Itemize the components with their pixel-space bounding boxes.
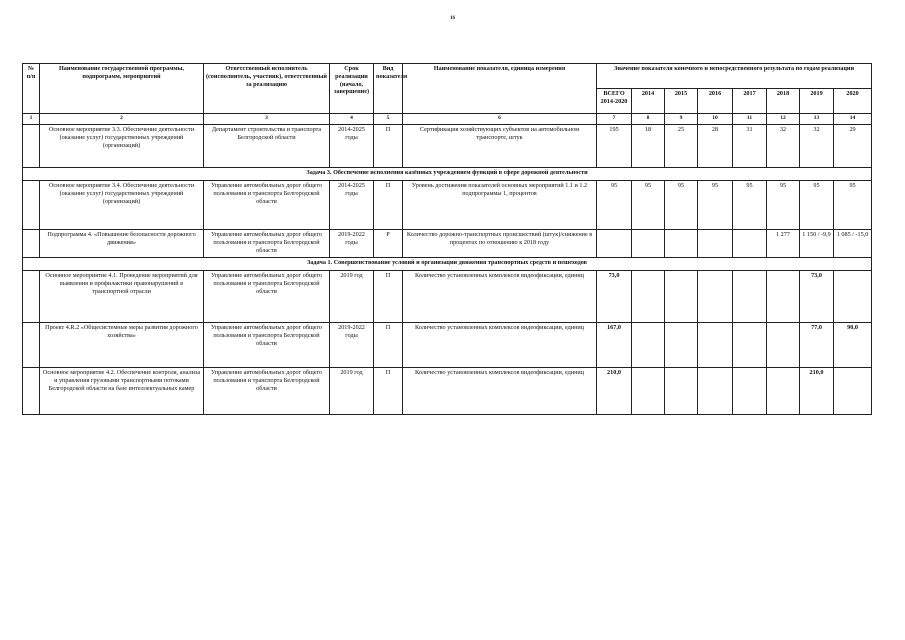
cell-total: 95 bbox=[597, 181, 632, 230]
cell-year-value: 77,0 bbox=[800, 323, 834, 368]
header-kind: Вид показателя bbox=[374, 64, 403, 114]
table-row bbox=[23, 181, 872, 230]
cell-indicator: Количество дорожно-транспортных происшествий (штук)/снижение в процентах по отношению к 2018 году bbox=[403, 230, 597, 258]
cell-year-value bbox=[632, 323, 665, 368]
indicators-table bbox=[22, 63, 872, 415]
header-year: 2018 bbox=[767, 89, 800, 114]
cell-year-value: 1 277 bbox=[767, 230, 800, 258]
cell-year-value bbox=[665, 271, 698, 323]
table-row bbox=[23, 323, 872, 368]
cell-executor: Управление автомобильных дорог общего пользования и транспорта Белгородской области bbox=[204, 368, 330, 415]
table-row bbox=[23, 125, 872, 168]
table-row bbox=[23, 271, 872, 323]
cell-name: Основное мероприятие 4.2. Обеспечение контроля, анализа и управления грузовыми транспортными потоками Белгородской области на базе интеллектуальных камер bbox=[40, 368, 204, 415]
cell-year-value bbox=[698, 230, 733, 258]
cell-year-value bbox=[767, 271, 800, 323]
cell-term: 2019-2022 годы bbox=[330, 323, 374, 368]
task-row bbox=[23, 258, 872, 271]
cell-year-value bbox=[632, 368, 665, 415]
col-number: 3 bbox=[204, 114, 330, 125]
cell-total: 210,0 bbox=[597, 368, 632, 415]
cell-year-value bbox=[698, 323, 733, 368]
cell-term: 2019 год bbox=[330, 271, 374, 323]
cell-year-value: 1 085 / -15,0 bbox=[834, 230, 872, 258]
cell-year-value bbox=[733, 323, 767, 368]
col-number: 2 bbox=[40, 114, 204, 125]
cell-no bbox=[23, 271, 40, 323]
cell-indicator: Сертификация хозяйствующих субъектов на автомобильном транспорте, штук bbox=[403, 125, 597, 168]
header-name: Наименование государственной программы, подпрограмм, мероприятий bbox=[40, 64, 204, 114]
cell-year-value bbox=[733, 368, 767, 415]
cell-no bbox=[23, 230, 40, 258]
header-row bbox=[23, 64, 872, 89]
cell-year-value bbox=[767, 368, 800, 415]
header-year: 2016 bbox=[698, 89, 733, 114]
cell-name: Основное мероприятие 3.3. Обеспечение деятельности (оказание услуг) государственных учреждений (организаций) bbox=[40, 125, 204, 168]
cell-indicator: Количество установленных комплексов видеофиксации, единиц bbox=[403, 323, 597, 368]
cell-year-value: 28 bbox=[698, 125, 733, 168]
cell-year-value bbox=[665, 368, 698, 415]
cell-year-value: 95 bbox=[733, 181, 767, 230]
task-title: Задача 1. Совершенствование условий и организации движения транспортных средств и пешеходов bbox=[23, 258, 872, 271]
cell-name: Подпрограмма 4. «Повышение безопасности дорожного движения» bbox=[40, 230, 204, 258]
header-executor: Ответственный исполнитель (соисполнитель, участник), ответственный за реализацию bbox=[204, 64, 330, 114]
cell-no bbox=[23, 323, 40, 368]
cell-year-value bbox=[834, 271, 872, 323]
col-number: 13 bbox=[800, 114, 834, 125]
cell-indicator: Количество установленных комплексов видеофиксации, единиц bbox=[403, 271, 597, 323]
header-no: № п/п bbox=[23, 64, 40, 114]
cell-name: Основное мероприятие 4.1. Проведение мероприятий для выявления и профилактики правонарушений в транспортной отрасли bbox=[40, 271, 204, 323]
cell-year-value: 25 bbox=[665, 125, 698, 168]
task-row bbox=[23, 168, 872, 181]
header-year: 2019 bbox=[800, 89, 834, 114]
cell-year-value: 90,0 bbox=[834, 323, 872, 368]
cell-year-value: 29 bbox=[834, 125, 872, 168]
header-year: 2017 bbox=[733, 89, 767, 114]
cell-kind: П bbox=[374, 181, 403, 230]
col-number: 1 bbox=[23, 114, 40, 125]
cell-name: Основное мероприятие 3.4. Обеспечение деятельности (оказание услуг) государственных учреждений (организаций) bbox=[40, 181, 204, 230]
cell-year-value: 18 bbox=[632, 125, 665, 168]
cell-term: 2019 год bbox=[330, 368, 374, 415]
cell-year-value: 73,0 bbox=[800, 271, 834, 323]
cell-no bbox=[23, 181, 40, 230]
cell-total bbox=[597, 230, 632, 258]
page-number: 16 bbox=[450, 16, 455, 21]
task-title: Задача 3. Обеспечение исполнения казённых учреждением функций в сфере дорожной деятельности bbox=[23, 168, 872, 181]
header-total: ВСЕГО 2014-2020 bbox=[597, 89, 632, 114]
col-number: 14 bbox=[834, 114, 872, 125]
header-indicator: Наименование показателя, единица измерения bbox=[403, 64, 597, 114]
cell-year-value: 210,0 bbox=[800, 368, 834, 415]
cell-year-value: 32 bbox=[767, 125, 800, 168]
col-number: 12 bbox=[767, 114, 800, 125]
cell-term: 2014-2025 годы bbox=[330, 125, 374, 168]
header-term: Срок реализации (начало, завершение) bbox=[330, 64, 374, 114]
cell-total: 73,0 bbox=[597, 271, 632, 323]
col-number: 10 bbox=[698, 114, 733, 125]
table-row bbox=[23, 368, 872, 415]
cell-year-value bbox=[698, 368, 733, 415]
col-number: 4 bbox=[330, 114, 374, 125]
cell-name: Проект 4.R.2 «Общесистемные меры развития дорожного хозяйства» bbox=[40, 323, 204, 368]
cell-kind: П bbox=[374, 271, 403, 323]
cell-year-value: 32 bbox=[800, 125, 834, 168]
cell-kind: П bbox=[374, 125, 403, 168]
table-row bbox=[23, 230, 872, 258]
cell-year-value bbox=[698, 271, 733, 323]
header-year: 2020 bbox=[834, 89, 872, 114]
cell-year-value bbox=[733, 271, 767, 323]
column-numbers-row bbox=[23, 114, 872, 125]
col-number: 11 bbox=[733, 114, 767, 125]
col-number: 5 bbox=[374, 114, 403, 125]
cell-total: 167,0 bbox=[597, 323, 632, 368]
cell-indicator: Количество установленных комплексов видеофиксации, единиц bbox=[403, 368, 597, 415]
cell-year-value bbox=[665, 230, 698, 258]
cell-year-value: 95 bbox=[800, 181, 834, 230]
cell-year-value: 95 bbox=[834, 181, 872, 230]
cell-term: 2019-2022 годы bbox=[330, 230, 374, 258]
cell-executor: Управление автомобильных дорог общего пользования и транспорта Белгородской области bbox=[204, 271, 330, 323]
cell-year-value bbox=[834, 368, 872, 415]
cell-total: 195 bbox=[597, 125, 632, 168]
cell-year-value bbox=[733, 230, 767, 258]
cell-year-value bbox=[767, 323, 800, 368]
cell-kind: Р bbox=[374, 230, 403, 258]
cell-no bbox=[23, 368, 40, 415]
cell-year-value bbox=[632, 271, 665, 323]
col-number: 7 bbox=[597, 114, 632, 125]
cell-year-value: 95 bbox=[698, 181, 733, 230]
header-values-group: Значение показателя конечного и непосредственного результата по годам реализации bbox=[597, 64, 872, 89]
cell-year-value: 1 150 / -9,9 bbox=[800, 230, 834, 258]
header-year: 2015 bbox=[665, 89, 698, 114]
cell-year-value: 31 bbox=[733, 125, 767, 168]
cell-executor: Управление автомобильных дорог общего пользования и транспорта Белгородской области bbox=[204, 323, 330, 368]
cell-year-value: 95 bbox=[632, 181, 665, 230]
cell-executor: Управление автомобильных дорог общего пользования и транспорта Белгородской области bbox=[204, 230, 330, 258]
col-number: 8 bbox=[632, 114, 665, 125]
cell-executor: Департамент строительства и транспорта Белгородской области bbox=[204, 125, 330, 168]
cell-term: 2014-2025 годы bbox=[330, 181, 374, 230]
cell-year-value: 95 bbox=[767, 181, 800, 230]
cell-kind: П bbox=[374, 368, 403, 415]
col-number: 9 bbox=[665, 114, 698, 125]
cell-executor: Управление автомобильных дорог общего пользования и транспорта Белгородской области bbox=[204, 181, 330, 230]
cell-indicator: Уровень достижения показателей основных мероприятий 1.1 и 1.2 подпрограммы 1, процентов bbox=[403, 181, 597, 230]
header-year: 2014 bbox=[632, 89, 665, 114]
cell-year-value bbox=[632, 230, 665, 258]
cell-year-value: 95 bbox=[665, 181, 698, 230]
cell-kind: П bbox=[374, 323, 403, 368]
cell-no bbox=[23, 125, 40, 168]
cell-year-value bbox=[665, 323, 698, 368]
col-number: 6 bbox=[403, 114, 597, 125]
